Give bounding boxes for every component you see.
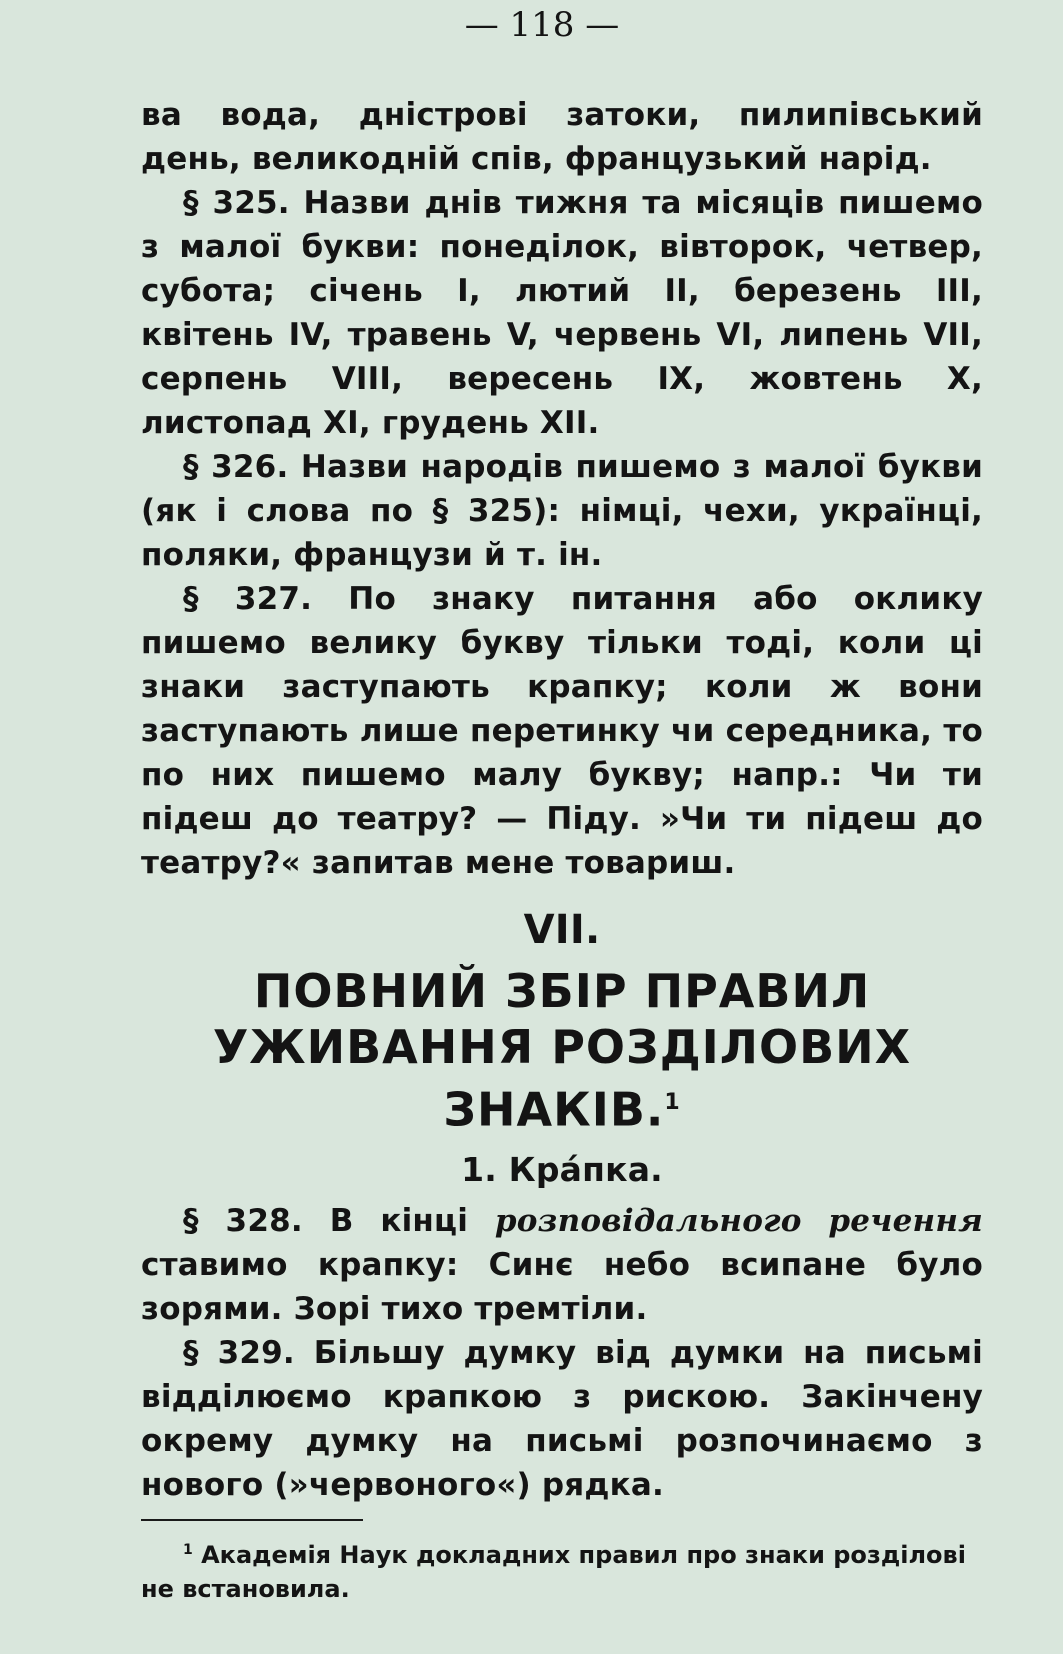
page-number: — 118 — — [464, 5, 620, 45]
paragraph-328-italic: розповідального речення — [494, 1203, 983, 1240]
paragraph-326: § 326. Назви народів пишемо з малої букви (як і слова по § 325): німці, чехи, українці, поляки, французи й т. ін. — [141, 449, 983, 573]
footnote-mark: 1 — [183, 1542, 193, 1559]
main-text — [141, 93, 983, 1507]
chapter-title — [141, 963, 983, 1137]
chapter-footnote-mark: 1 — [664, 1090, 681, 1115]
section-title: 1. Кра́пка. — [461, 1150, 663, 1190]
footnote-body: Академія Наук докладних правил про знаки розділові не встановила. — [141, 1541, 966, 1604]
paragraph-325: § 325. Назви днів тижня та місяців пишемо з малої букви: понеділок, вівторок, четвер, субота; січень I, лютий II, березень III, квітень IV, травень V, червень VI, липень VII, серпень VIII, вересень IX, жовтень X, листопад XI, грудень XII. — [141, 185, 983, 441]
footnote — [141, 1533, 983, 1606]
continuation-paragraph: ва вода, дністрові затоки, пилипівський день, великодній спів, французький нарід. — [141, 97, 983, 177]
footnote-divider — [141, 1519, 363, 1521]
paragraph-328-lead: § 328. В кінці — [183, 1203, 495, 1240]
chapter-title-text: ПОВНИЙ ЗБІР ПРАВИЛ УЖИВАННЯ РОЗДІЛОВИХ ЗНАКІВ. — [212, 964, 912, 1137]
paragraph-328 — [141, 1199, 983, 1331]
chapter-number: VII. — [523, 907, 601, 953]
footnote-text — [141, 1533, 983, 1606]
paragraph-329: § 329. Більшу думку від думки на письмі відділюємо крапкою з рискою. Закінчену окрему думку на письмі розпочинаємо з нового (»червоного«) рядка. — [141, 1335, 983, 1504]
paragraph-327: § 327. По знаку питання або оклику пишемо велику букву тільки тоді, коли ці знаки заступають крапку; коли ж вони заступають лише перетинку чи середника, то по них пишемо малу букву; напр.: Чи ти підеш до театру? — Піду. »Чи ти підеш до театру?« запитав мене товариш. — [141, 581, 983, 881]
paragraph-328-rest: ставимо крапку: Синє небо всипане було зорями. Зорі тихо тремтіли. — [141, 1247, 983, 1328]
